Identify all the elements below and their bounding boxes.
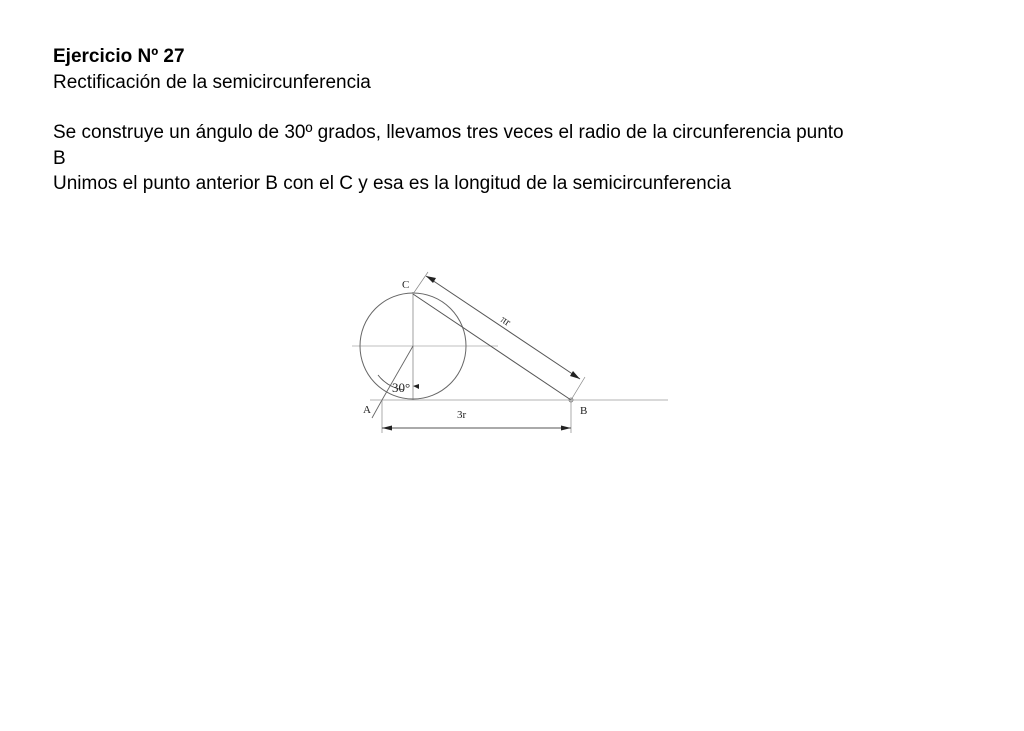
description-line-2: B: [53, 147, 66, 169]
pi-r-arrow-bottom-icon: [570, 371, 580, 379]
3r-arrow-right-icon: [561, 426, 571, 431]
label-pi-r: πr: [498, 313, 513, 329]
angle-arrow-icon: [413, 384, 419, 389]
exercise-title: Ejercicio Nº 27: [53, 46, 185, 67]
line-c-b: [413, 294, 571, 400]
label-3r: 3r: [457, 409, 467, 421]
label-b: B: [580, 405, 588, 417]
description-line-3: Unimos el punto anterior B con el C y esa es la longitud de la semicircunferencia: [53, 173, 732, 194]
3r-arrow-left-icon: [382, 426, 392, 431]
label-a: A: [363, 404, 371, 416]
pi-r-extension-top: [413, 272, 428, 294]
pi-r-extension-bottom: [571, 377, 585, 400]
angle-30-line-extension: [372, 400, 382, 418]
label-c: C: [402, 279, 410, 291]
description-line-1: Se construye un ángulo de 30º grados, llevamos tres veces el radio de la circunferencia punto: [53, 122, 844, 143]
exercise-subtitle: Rectificación de la semicircunferencia: [53, 71, 371, 93]
pi-r-dimension-line: [426, 276, 580, 379]
label-angle: 30°: [392, 380, 411, 395]
